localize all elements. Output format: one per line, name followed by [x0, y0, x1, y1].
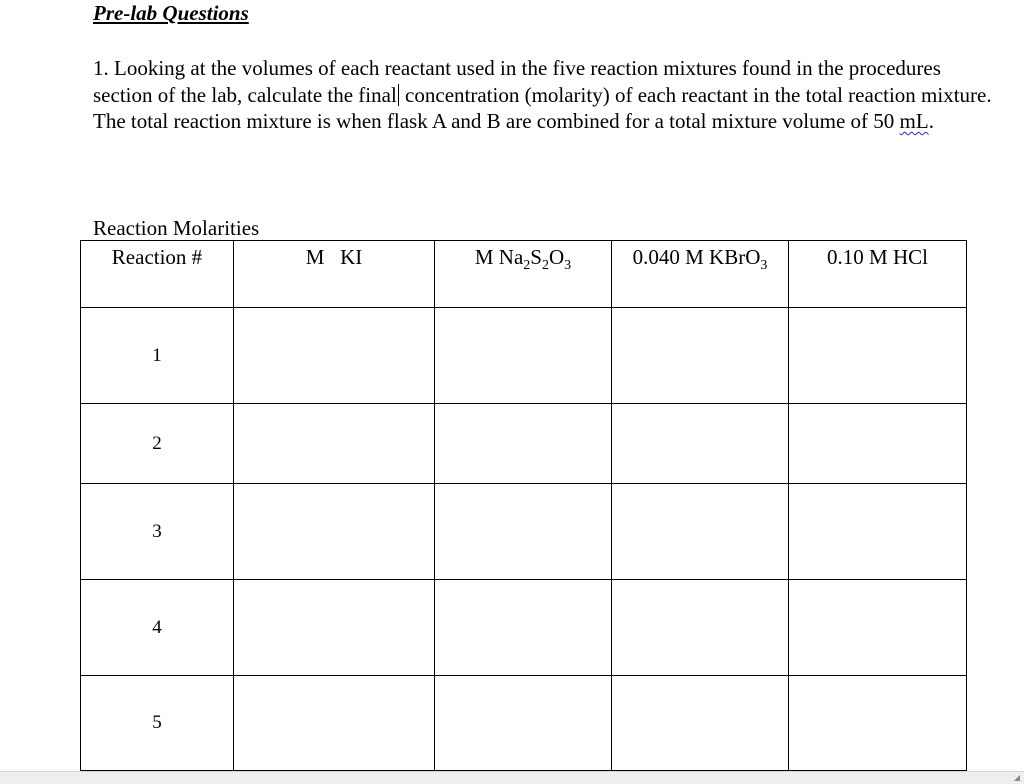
question-text-end: .	[928, 109, 934, 133]
thio-sub-3: 3	[564, 258, 572, 274]
spellcheck-flagged-unit: mL	[899, 109, 929, 133]
header-molarity-sodium-thiosulfate	[435, 241, 612, 308]
hcl-cell[interactable]	[789, 484, 967, 580]
header-reaction-number: Reaction #	[81, 241, 234, 308]
header-molarity-kbro3	[612, 241, 789, 308]
hcl-cell[interactable]	[789, 404, 967, 484]
hcl-cell[interactable]	[789, 676, 967, 771]
header-molarity-hcl: 0.10 M HCl	[789, 241, 967, 308]
page-heading: Pre-lab Questions	[93, 1, 249, 25]
question-text	[93, 55, 1003, 135]
table-row	[81, 676, 967, 771]
kbro3-cell[interactable]	[612, 484, 789, 580]
table-caption: Reaction Molarities	[93, 216, 260, 240]
hcl-cell[interactable]	[789, 580, 967, 676]
question-1	[93, 55, 1003, 135]
reaction-number-cell: 3	[81, 484, 234, 580]
question-text-part1: 1. Looking at the volumes of each reactant used in the five reaction mixtures found in the procedures section of the lab, calculate the final	[93, 56, 941, 107]
question-text-part2: concentration (molarity) of each reactant in the total reaction mixture. The total reaction mixture is when flask A and B are combined for a total mixture volume of 50	[93, 82, 992, 133]
reaction-number-cell: 1	[81, 308, 234, 404]
kbro3-cell[interactable]	[612, 404, 789, 484]
resize-grip-icon[interactable]: ◢	[1013, 773, 1020, 782]
thio-prefix: M Na	[474, 245, 524, 269]
ki-cell[interactable]	[234, 404, 435, 484]
molarities-table	[80, 240, 967, 771]
text-cursor	[398, 84, 399, 106]
thio-cell[interactable]	[435, 580, 612, 676]
thio-cell[interactable]	[435, 484, 612, 580]
header-molarity-ki: M KI	[234, 241, 435, 308]
thio-sub-1: 2	[523, 258, 531, 274]
thio-o: O	[548, 245, 565, 269]
ki-cell[interactable]	[234, 676, 435, 771]
table-row	[81, 484, 967, 580]
hcl-cell[interactable]	[789, 308, 967, 404]
table-row	[81, 404, 967, 484]
reaction-number-cell: 4	[81, 580, 234, 676]
kbro3-cell[interactable]	[612, 580, 789, 676]
reaction-number-cell: 2	[81, 404, 234, 484]
ki-cell[interactable]	[234, 484, 435, 580]
thio-mid: S	[530, 245, 542, 269]
kbro3-cell[interactable]	[612, 308, 789, 404]
bottom-status-strip	[0, 771, 1024, 784]
thio-cell[interactable]	[435, 404, 612, 484]
ki-cell[interactable]	[234, 580, 435, 676]
kbro3-cell[interactable]	[612, 676, 789, 771]
thio-cell[interactable]	[435, 308, 612, 404]
bromate-sub: 3	[760, 258, 768, 274]
bromate-prefix: 0.040 M KBrO	[632, 245, 761, 269]
table-row	[81, 308, 967, 404]
ki-cell[interactable]	[234, 308, 435, 404]
thio-sub-2: 2	[541, 258, 549, 274]
table-row	[81, 580, 967, 676]
table-header-row	[81, 241, 967, 308]
reaction-number-cell: 5	[81, 676, 234, 771]
thio-cell[interactable]	[435, 676, 612, 771]
